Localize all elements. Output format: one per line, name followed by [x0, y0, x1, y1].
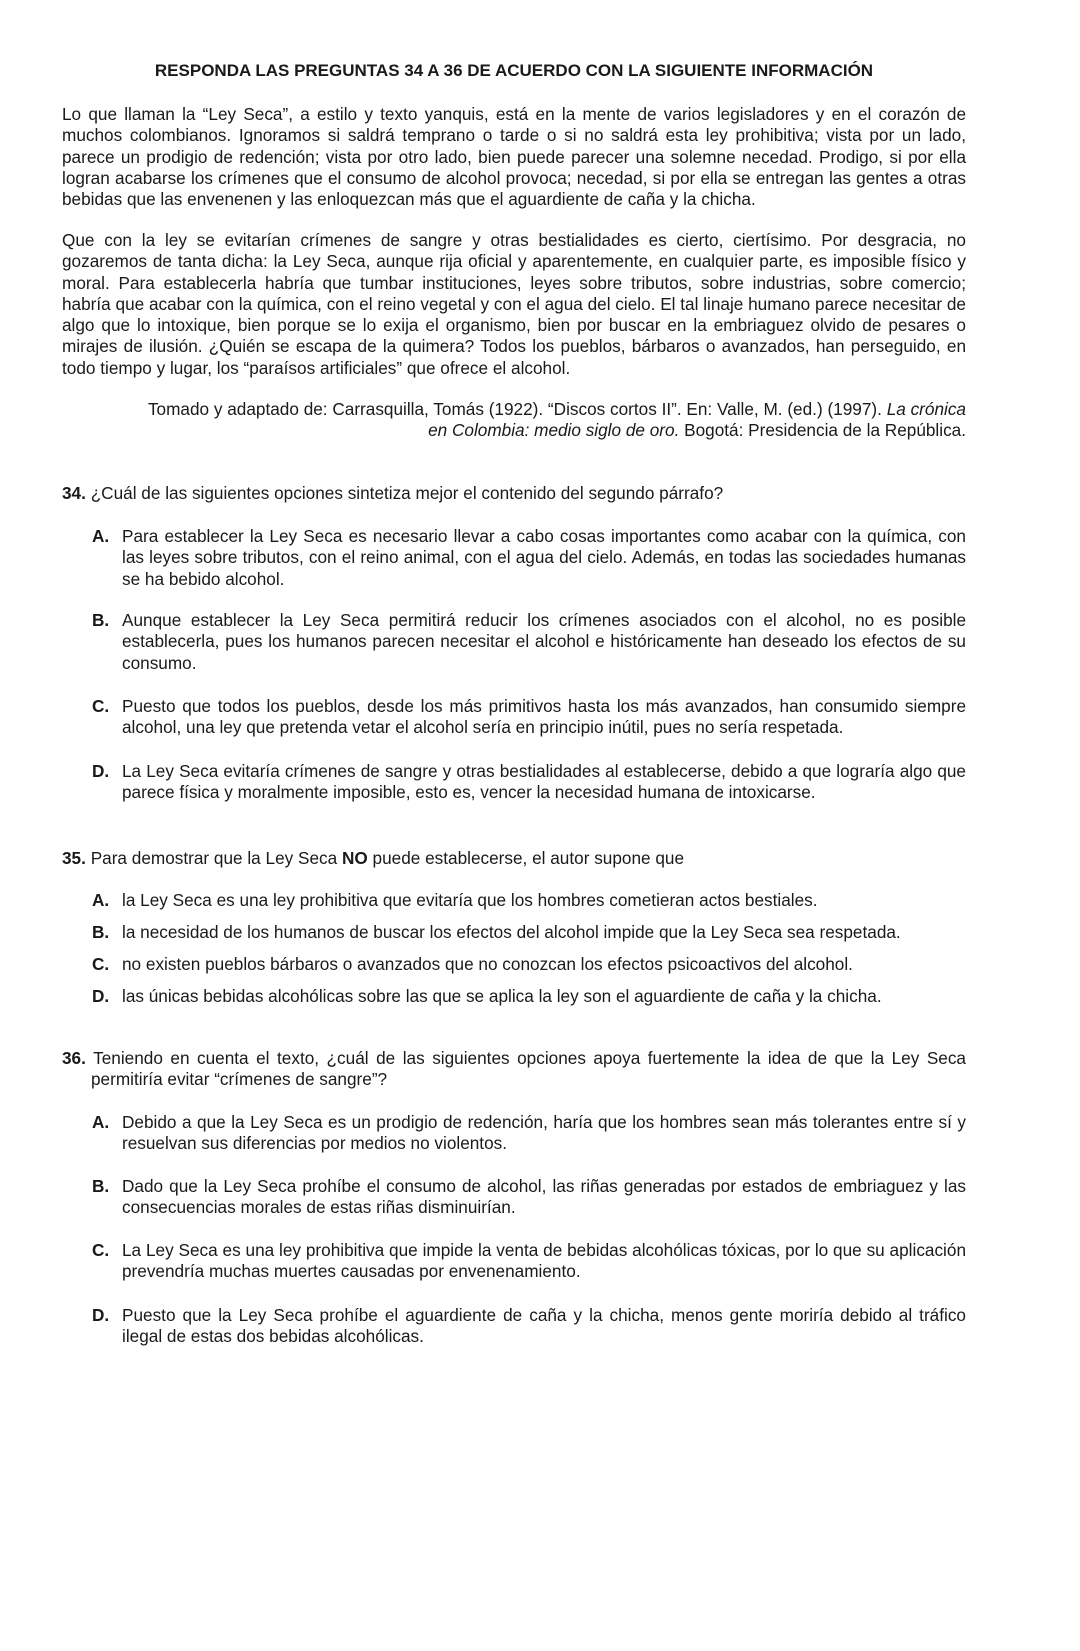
- question-34: [62, 483, 966, 504]
- option-34-d[interactable]: [92, 761, 966, 804]
- question-text: Teniendo en cuenta el texto, ¿cuál de las siguientes opciones apoya fuertemente la idea de que la Ley Seca permitiría evitar “crímenes de sangre”?: [91, 1048, 966, 1090]
- option-text: las únicas bebidas alcohólicas sobre las que se aplica la ley son el aguardiente de caña y la chicha.: [122, 986, 882, 1006]
- option-letter: C.: [92, 954, 110, 974]
- option-36-d[interactable]: [92, 1305, 966, 1348]
- citation-prefix: Tomado y adaptado de: Carrasquilla, Tomás (1922). “Discos cortos II”. En: Valle, M. (ed.) (1997).: [147, 399, 887, 419]
- question-number: 34.: [62, 483, 86, 503]
- question-text: puede establecerse, el autor supone que: [367, 848, 685, 868]
- option-letter: A.: [92, 1112, 110, 1132]
- option-36-c[interactable]: [92, 1240, 966, 1283]
- option-35-a[interactable]: [92, 890, 966, 911]
- citation-title-part: La crónica: [886, 399, 966, 419]
- option-35-b[interactable]: [92, 922, 966, 943]
- option-letter: A.: [92, 526, 110, 546]
- option-letter: D.: [92, 986, 110, 1006]
- reading-paragraph-2: [62, 230, 966, 379]
- section-title: RESPONDA LAS PREGUNTAS 34 A 36 DE ACUERDO CON LA SIGUIENTE INFORMACIÓN: [154, 61, 874, 80]
- option-letter: B.: [92, 1176, 110, 1196]
- question-number: 36.: [62, 1048, 86, 1068]
- option-text: Dado que la Ley Seca prohíbe el consumo de alcohol, las riñas generadas por estados de embriaguez y las consecuencias morales de estas riñas disminuirían.: [122, 1176, 966, 1218]
- option-text: la necesidad de los humanos de buscar los efectos del alcohol impide que la Ley Seca sea respetada.: [122, 922, 901, 942]
- option-text: La Ley Seca evitaría crímenes de sangre y otras bestialidades al establecerse, debido a que lograría algo que parece física y moralmente imposible, esto es, vencer la necesidad humana de intoxicarse.: [122, 761, 966, 803]
- option-35-c[interactable]: [92, 954, 966, 975]
- option-letter: A.: [92, 890, 110, 910]
- option-letter: B.: [92, 922, 110, 942]
- option-text: Aunque establecer la Ley Seca permitirá reducir los crímenes asociados con el alcohol, no es posible establecerla, pues los humanos parecen necesitar el alcohol e históricamente han deseado los efectos de su consumo.: [122, 610, 966, 673]
- option-text: Puesto que la Ley Seca prohíbe el aguardiente de caña y la chicha, menos gente moriría debido al tráfico ilegal de estas dos bebidas alcohólicas.: [122, 1305, 966, 1347]
- citation-suffix: Bogotá: Presidencia de la República.: [679, 420, 966, 441]
- question-text: Para demostrar que la Ley Seca: [90, 848, 342, 868]
- question-35: [62, 848, 966, 869]
- option-text: Debido a que la Ley Seca es un prodigio de redención, haría que los hombres sean más tolerantes entre sí y resuelvan sus diferencias por medios no violentos.: [122, 1112, 966, 1154]
- citation-title-part: en Colombia: medio siglo de oro.: [428, 420, 680, 441]
- option-letter: D.: [92, 761, 110, 781]
- reading-paragraph-1: [62, 104, 966, 210]
- option-letter: C.: [92, 696, 110, 716]
- option-letter: B.: [92, 610, 110, 630]
- paragraph-text: Lo que llaman la “Ley Seca”, a estilo y texto yanquis, está en la mente de varios legisladores y en el corazón de muchos colombianos. Ignoramos si saldrá temprano o tarde o si no saldrá esta ley prohibitiva; vista por un lado, parece un prodigio de redención; vista por otro lado, bien puede parecer una solemne necedad. Prodigo, si por ella logran acabarse los crímenes que el consumo de alcohol provoca; necedad, si por ella se entregan las gentes a otras bebidas que las envenenen y las enloquezcan más que el aguardiente de caña y la chicha.: [62, 104, 966, 210]
- option-35-d[interactable]: [92, 986, 966, 1007]
- option-letter: D.: [92, 1305, 110, 1325]
- option-text: no existen pueblos bárbaros o avanzados que no conozcan los efectos psicoactivos del alcohol.: [122, 954, 853, 974]
- option-text: La Ley Seca es una ley prohibitiva que impide la venta de bebidas alcohólicas tóxicas, por lo que su aplicación prevendría muchas muertes causadas por envenenamiento.: [122, 1240, 966, 1282]
- option-34-b[interactable]: [92, 610, 966, 674]
- option-36-a[interactable]: [92, 1112, 966, 1155]
- option-36-b[interactable]: [92, 1176, 966, 1219]
- option-letter: C.: [92, 1240, 110, 1260]
- question-number: 35.: [62, 848, 86, 868]
- option-34-a[interactable]: [92, 526, 966, 590]
- citation: [92, 399, 966, 442]
- question-text: ¿Cuál de las siguientes opciones sintetiza mejor el contenido del segundo párrafo?: [90, 483, 724, 503]
- paragraph-text: Que con la ley se evitarían crímenes de sangre y otras bestialidades es cierto, ciertísimo. Por desgracia, no gozaremos de tanta dicha: la Ley Seca, aunque rija oficial y aparentemente, en cualquier parte, es imposible físico y moral. Para establecerla habría que tumbar instituciones, leyes sobre tributos, sobre industrias, sobre comercio; habría que acabar con la química, con el reino vegetal y con el agua del cielo. El tal linaje humano parece necesitar de algo que lo intoxique, bien porque se lo exija el organismo, bien por buscar en la embriaguez olvido de pesares o mirajes de ilusión. ¿Quién se escapa de la quimera? Todos los pueblos, bárbaros o avanzados, han perseguido, en todo tiempo y lugar, los “paraísos artificiales” que ofrece el alcohol.: [62, 230, 966, 378]
- question-emphasis: NO: [341, 848, 368, 868]
- option-text: Para establecer la Ley Seca es necesario llevar a cabo cosas importantes como acabar con la química, con las leyes sobre tributos, con el reino animal, con el agua del cielo. Además, en todas las sociedades humanas se ha bebido alcohol.: [122, 526, 966, 589]
- option-34-c[interactable]: [92, 696, 966, 739]
- question-36: [62, 1048, 966, 1091]
- option-text: Puesto que todos los pueblos, desde los más primitivos hasta los más avanzados, han consumido siempre alcohol, una ley que pretenda vetar el alcohol sería en principio inútil, pues no sería respetada.: [122, 696, 966, 738]
- option-text: la Ley Seca es una ley prohibitiva que evitaría que los hombres cometieran actos bestiales.: [122, 890, 818, 910]
